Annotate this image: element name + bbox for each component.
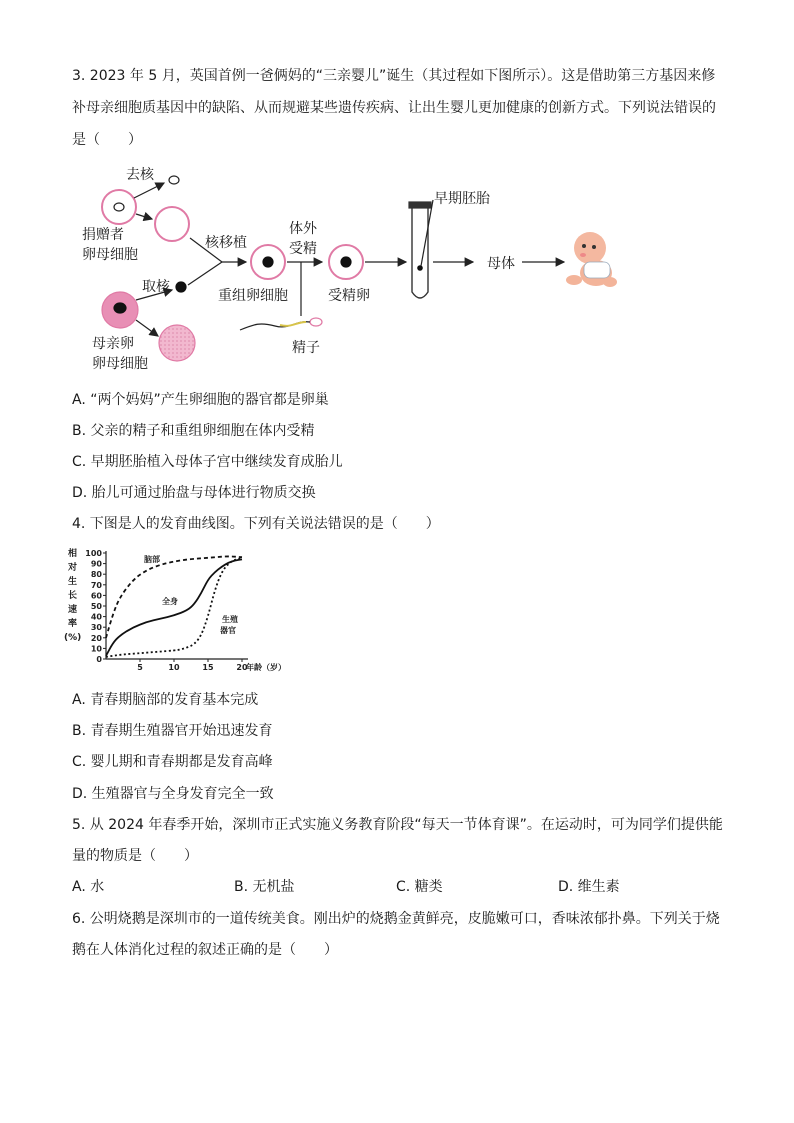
baby-illustration xyxy=(566,232,617,287)
curve-全身 xyxy=(106,559,242,655)
label-reconstructed: 重组卵细胞 xyxy=(218,288,288,304)
label-in-vitro-line1: 体外 xyxy=(289,221,317,237)
y-tick-label: 90 xyxy=(90,559,102,569)
y-axis-label-char: 率 xyxy=(68,619,78,629)
q3-stem-line2: 补母亲细胞质基因中的缺陷、从而规避某些遗传疾病、让出生婴儿更加健康的创新方式。下列说法错误的 xyxy=(72,100,716,116)
y-axis-label-char: 对 xyxy=(68,563,78,573)
label-sperm: 精子 xyxy=(292,340,320,356)
q3-option-b: B. 父亲的精子和重组卵细胞在体内受精 xyxy=(72,423,315,439)
mother-remaining-cell xyxy=(159,325,195,361)
x-tick-label: 5 xyxy=(137,663,143,672)
x-tick-label: 10 xyxy=(168,663,180,672)
y-axis-label-char: 长 xyxy=(68,591,78,601)
y-tick-label: 70 xyxy=(90,580,102,590)
q4-stem: 4. 下图是人的发育曲线图。下列有关说法错误的是（ ） xyxy=(72,516,440,532)
q6-stem-line2: 鹅在人体消化过程的叙述正确的是（ ） xyxy=(72,942,338,958)
y-tick-label: 80 xyxy=(90,570,102,580)
label-nuclear-transfer: 核移植 xyxy=(205,235,247,251)
x-tick-label: 15 xyxy=(202,663,214,672)
enucleated-egg-cell xyxy=(155,207,189,241)
q3-option-a: A. “两个妈妈”产生卵细胞的器官都是卵巢 xyxy=(72,392,329,408)
y-tick-label: 30 xyxy=(90,623,102,633)
label-fertilized: 受精卵 xyxy=(328,288,370,304)
q5-option-a: A. 水 xyxy=(72,879,105,895)
growth-curve-chart xyxy=(62,546,302,676)
y-tick-label: 40 xyxy=(90,612,102,622)
y-axis-label-char: 速 xyxy=(68,605,78,615)
q4-option-b: B. 青春期生殖器官开始迅速发育 xyxy=(72,723,273,739)
q3-option-d: D. 胎儿可通过胎盘与母体进行物质交换 xyxy=(72,485,316,501)
q3-option-c: C. 早期胚胎植入母体子宫中继续发育成胎儿 xyxy=(72,454,343,470)
q3-stem-line1: 3. 2023 年 5 月，英国首例一爸俩妈的“三亲婴儿”诞生（其过程如下图所示）。这是借助第三方基因来修 xyxy=(72,68,716,84)
label-mother-line2: 卵母细胞 xyxy=(92,356,148,372)
q5-option-b: B. 无机盐 xyxy=(234,879,295,895)
donor-egg-cell xyxy=(102,190,136,224)
y-tick-label: 50 xyxy=(90,602,102,611)
y-tick-label: 100 xyxy=(85,549,102,558)
q5-stem-line2: 量的物质是（ ） xyxy=(72,848,198,864)
extracted-nucleus xyxy=(176,282,186,292)
q5-stem-line1: 5. 从 2024 年春季开始，深圳市正式实施义务教育阶段“每天一节体育课”。在运动时，可为同学们提供能 xyxy=(72,817,723,833)
label-mother-line1: 母亲卵 xyxy=(92,336,134,352)
label-in-vitro-line2: 受精 xyxy=(289,241,317,257)
curve-label-reproductive-line1: 生殖 xyxy=(222,615,238,624)
q4-option-c: C. 婴儿期和青春期都是发育高峰 xyxy=(72,754,273,770)
y-tick-label: 20 xyxy=(90,633,102,643)
curve-label-brain: 脑部 xyxy=(144,555,160,564)
q4-option-d: D. 生殖器官与全身发育完全一致 xyxy=(72,786,274,802)
q5-option-c: C. 糖类 xyxy=(396,879,443,895)
label-take-nucleus: 取核 xyxy=(142,279,170,295)
curve-label-reproductive-line2: 器官 xyxy=(220,626,236,635)
label-early-embryo: 早期胚胎 xyxy=(434,191,490,207)
curve-label-whole-body: 全身 xyxy=(162,597,178,606)
reconstructed-nucleus xyxy=(263,257,273,267)
label-mother-body: 母体 xyxy=(487,256,515,272)
q4-option-a: A. 青春期脑部的发育基本完成 xyxy=(72,692,259,708)
sperm-head xyxy=(310,318,322,326)
y-axis-label-char: 生 xyxy=(68,577,78,587)
y-axis-label-char: (%) xyxy=(64,633,82,643)
y-axis-label-char: 相 xyxy=(68,549,78,559)
three-parent-baby-diagram xyxy=(0,155,794,385)
y-tick-label: 10 xyxy=(90,644,102,654)
test-tube xyxy=(409,202,431,298)
mother-nucleus xyxy=(114,303,126,313)
y-tick-label: 60 xyxy=(90,591,102,601)
label-donor-line1: 捐赠者 xyxy=(82,227,124,243)
q5-option-d: D. 维生素 xyxy=(558,879,620,895)
curve-生殖器官 xyxy=(106,558,242,657)
early-embryo xyxy=(418,266,422,270)
q3-stem-line3: 是（ ） xyxy=(72,132,142,148)
x-axis-label: 年龄（岁） xyxy=(246,663,286,672)
q6-stem-line1: 6. 公明烧鹅是深圳市的一道传统美食。刚出炉的烧鹅金黄鲜亮，皮脆嫩可口，香味浓郁扑鼻。下列关于烧 xyxy=(72,911,720,927)
label-remove-nucleus: 去核 xyxy=(126,167,154,183)
x-tick-label: 20 xyxy=(236,663,248,672)
y-tick-label: 0 xyxy=(96,655,102,664)
label-donor-line2: 卵母细胞 xyxy=(82,247,138,263)
removed-nucleus xyxy=(169,176,179,184)
